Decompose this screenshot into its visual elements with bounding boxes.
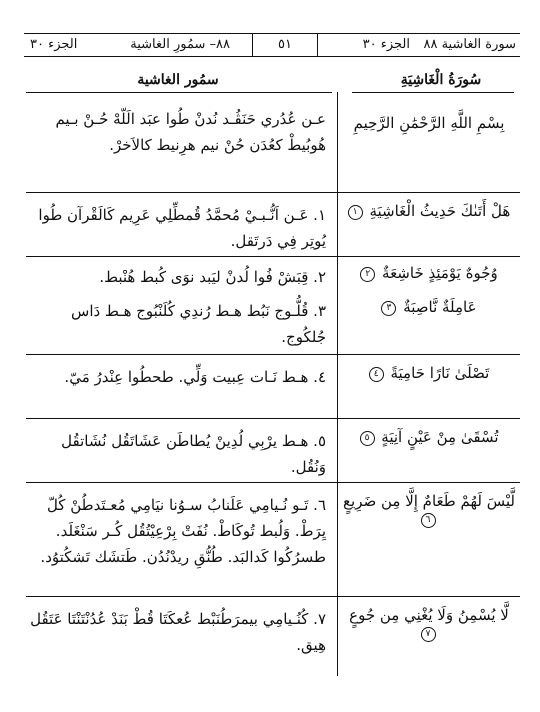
verse-6-translation: ٦. تَـو نُـيامِي عَلَنابُ سـوُنا نيَامِي مُعـتَدطُنْ كُلّ يِرَطْ. وَلُبط تُوكَاطْ. نُفَتْ بِرْعِيْتُقُل كُـر سَنْغَلَد. طسرُكُوا كَدالبَد. طُنُّقِ ريدْنُدُن. طَتشَك تَشكُتوُد.	[40, 496, 326, 566]
translation-column-heading: سمُور الغاشية	[137, 72, 219, 88]
heading-rule-right	[352, 92, 514, 93]
verse-2-translation: ٢. قِبَشْ فُوا لُدنْ ليَبد نوَى كُبط هُنْبط.	[99, 268, 326, 286]
heading-rule-left	[26, 92, 332, 93]
verse-end-marker-icon: ٥	[360, 431, 375, 446]
arabic-column-heading: سُورَةُ الْغَاشِيَةِ	[400, 72, 482, 88]
basmala-arabic: بِسْمِ اللَّهِ الرَّحْمَٰنِ الرَّحِيمِ	[353, 114, 505, 132]
verse-2-arabic	[342, 264, 516, 282]
verse-5-translation: ٥. هـط يرْبِي لُدِينْ يُطاطَن عَشَاتَقُل نُشَاتقُل وَنُقُل.	[61, 432, 326, 476]
verse-end-marker-icon: ٢	[360, 267, 375, 282]
verse-7-text: لَّا يُسْمِنُ وَلَا يُغْنِي مِن جُوعٍ	[349, 606, 509, 624]
verse-5-text: تُسْقَىٰ مِنْ عَيْنٍ آنِيَةٍ	[381, 428, 499, 446]
verse-6-text: لَّيْسَ لَهُمْ طَعَامٌ إِلَّا مِن ضَرِيعٍ	[343, 492, 515, 510]
verse-4-text: تَصْلَىٰ نَارًا حَامِيَةً	[390, 364, 490, 382]
verse-1-arabic	[342, 202, 516, 220]
verse-7-translation: ٧. كُنُـيامِي بيمرَطُنَبْط عُعكَتَا قُطْ بَنَدْ عُدُنْتَنْتَا عَتَقُل هِيق.	[30, 610, 326, 654]
verse-1-text: هَلْ أَتَىٰكَ حَدِيثُ الْغَاشِيَةِ	[369, 202, 511, 220]
header-surah-number: سورة الغاشية ٨٨	[423, 37, 516, 52]
verse-3-arabic	[342, 298, 516, 316]
verse-3-text: عَامِلَةٌ نَّاصِبَةٌ	[403, 298, 477, 316]
verse-2-text: وُجُوهٌ يَوْمَئِذٍ خَاشِعَةٌ	[382, 264, 498, 282]
header-surah-title: ٨٨– سمُورِ الغاشية	[130, 37, 230, 52]
verse-end-marker-icon: ٦	[421, 513, 436, 528]
verse-3-translation: ٣. قُلُّـوج نَبُط هـط رُندِي كُلَنْبُوج هـط دَاس جُلكُوج.	[71, 302, 326, 346]
separator	[26, 192, 520, 193]
basmala-translation: عـن عُدُري حَنَڤُـد نُدنْ طُوا عبَد الَلّهْ حُـنْ بـيم هُوبُيطْ كعُدَن حُنْ نيم هرِنيط كالاَخرْ.	[55, 110, 326, 154]
column-divider	[337, 92, 338, 676]
verse-end-marker-icon: ٣	[381, 301, 396, 316]
verse-1-translation: ١. عَـن اَنُّـبـيْ مُحمَّدُ قُمطِّلِي عَرِيم كَالَقْرآن طُوا يُوتِر فِي دَرتَقل.	[38, 206, 326, 250]
verse-end-marker-icon: ٤	[369, 367, 384, 382]
verse-4-arabic	[342, 364, 516, 382]
separator	[26, 596, 520, 597]
separator	[26, 418, 520, 419]
verse-5-arabic	[342, 428, 516, 446]
verse-7-arabic	[342, 606, 516, 642]
page-number: ٥١	[252, 34, 318, 56]
verse-6-arabic	[342, 492, 516, 528]
separator	[26, 482, 520, 483]
separator	[26, 256, 520, 257]
header-juz: الجزء ٣٠	[362, 37, 410, 52]
page-header	[24, 33, 520, 57]
header-juz-left: الجزء ٣٠	[30, 37, 78, 52]
verse-4-translation: ٤. هـط نَـات عِبيت وَلِّي. طحطُوا عِنْدرُ مَيّ.	[64, 368, 326, 386]
separator	[26, 354, 520, 355]
verse-end-marker-icon: ١	[348, 205, 363, 220]
verse-end-marker-icon: ٧	[421, 627, 436, 642]
